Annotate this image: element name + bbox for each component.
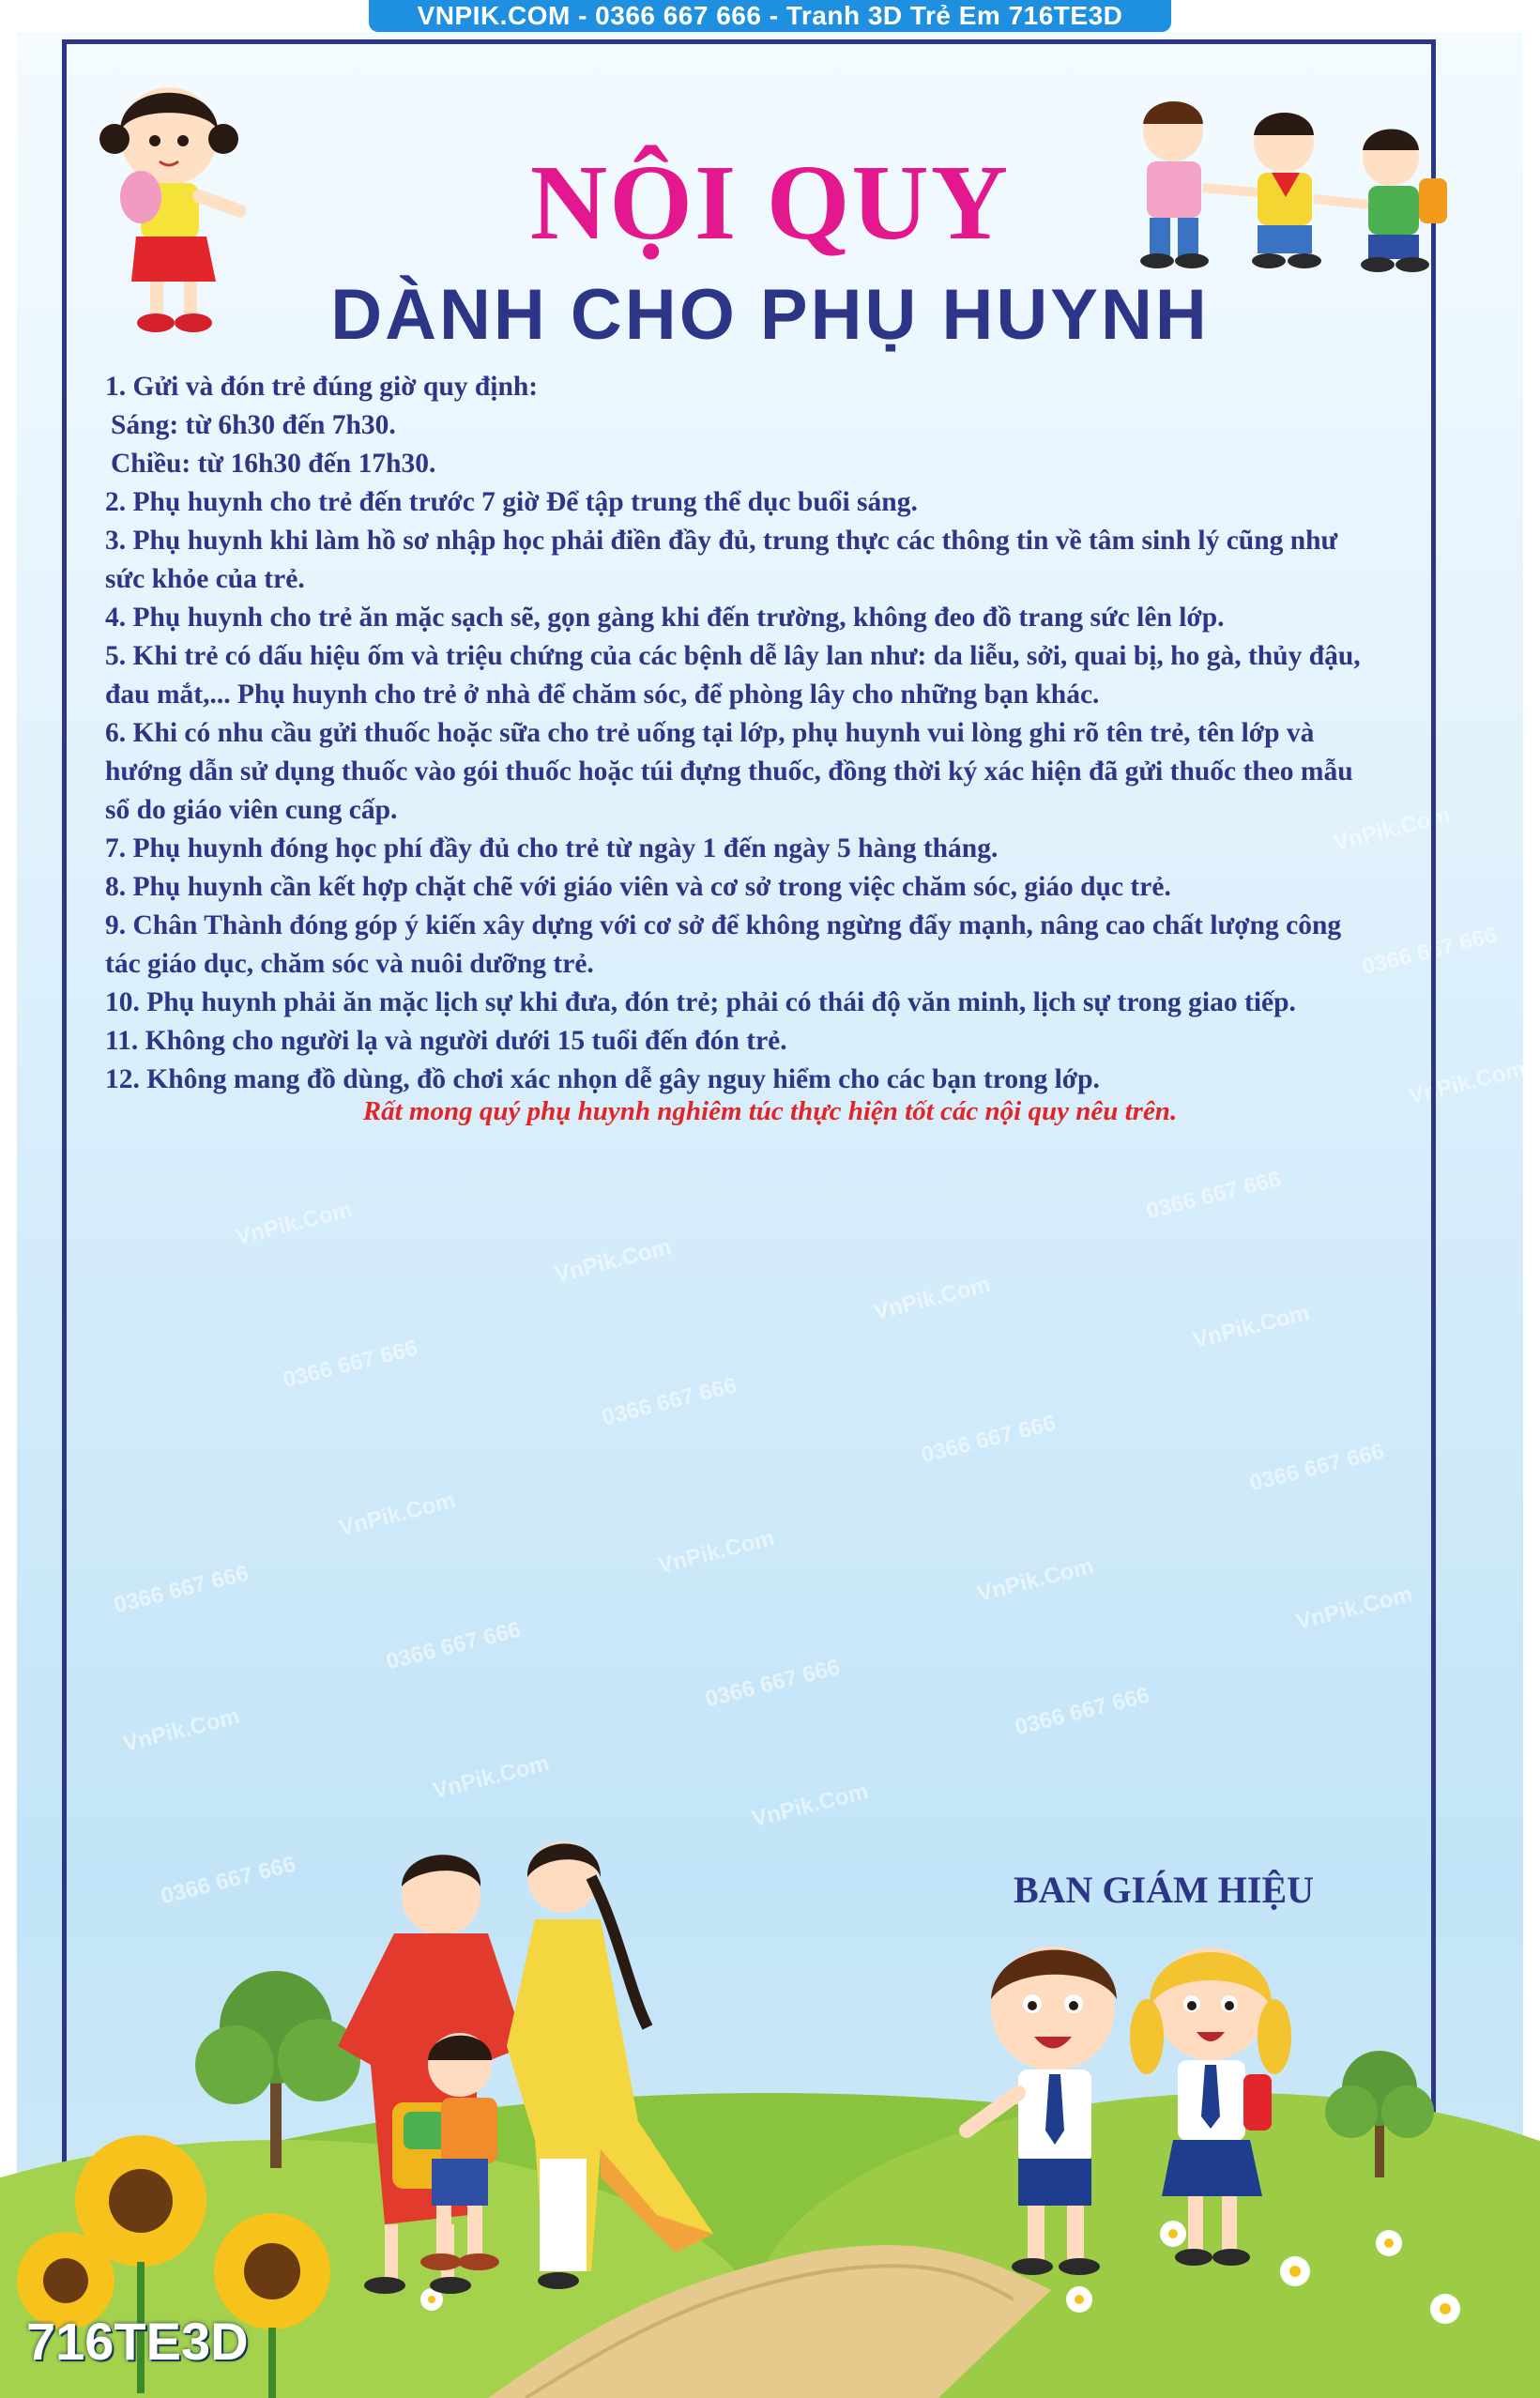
watermark: VnPik.Com (552, 1234, 674, 1288)
closing-note: Rất mong quý phụ huynh nghiêm túc thực hiện tốt các nội quy nêu trên. (362, 1096, 1178, 1126)
watermark: 0366 667 666 (158, 1851, 298, 1910)
rules-list (105, 368, 1438, 1099)
watermark: VnPik.Com (1190, 1300, 1312, 1353)
watermark: 0366 667 666 (918, 1410, 1059, 1469)
rule-line: 2. Phụ huynh cho trẻ đến trước 7 giờ Để tập trung thể dục buổi sáng. (105, 487, 918, 517)
watermark: 0366 667 666 (599, 1372, 740, 1431)
watermark: VnPik.Com (655, 1525, 777, 1579)
rule-line: 3. Phụ huynh khi làm hồ sơ nhập học phải điền đầy đủ, trung thực các thông tin về tâm sinh lý cũng như (105, 526, 1338, 556)
page-title: NỘI QUY (529, 143, 1011, 262)
watermark: VnPik.Com (1293, 1581, 1415, 1635)
watermark: VnPik.Com (336, 1488, 458, 1541)
watermark: 0366 667 666 (1359, 922, 1500, 981)
watermark: VnPik.Com (120, 1703, 242, 1757)
rule-line: sức khỏe của trẻ. (105, 564, 305, 594)
rule-line: sổ do giáo viên cung cấp. (105, 795, 398, 825)
watermark: 0366 667 666 (1143, 1166, 1284, 1225)
watermark: 0366 667 666 (1012, 1682, 1152, 1741)
rule-line: 11. Không cho người lạ và người dưới 15 tuổi đến đón trẻ. (105, 1026, 787, 1056)
watermark: 0366 667 666 (111, 1560, 252, 1619)
watermark: VnPik.Com (974, 1553, 1096, 1607)
watermark: 0366 667 666 (383, 1616, 524, 1675)
rule-line: đau mắt,... Phụ huynh cho trẻ ở nhà để chăm sóc, để phòng lây cho những bạn khác. (105, 680, 1100, 710)
product-code: 716TE3D (26, 2312, 249, 2371)
watermark: 0366 667 666 (280, 1335, 420, 1394)
rule-line: Sáng: từ 6h30 đến 7h30. (111, 410, 396, 440)
top-banner: VNPIK.COM - 0366 667 666 - Tranh 3D Trẻ Em 716TE3D (369, 0, 1171, 32)
rule-line: 9. Chân Thành đóng góp ý kiến xây dựng với cơ sở để không ngừng đẩy mạnh, nâng cao chất lượng công (105, 910, 1342, 940)
rule-line: tác giáo dục, chăm sóc và nuôi dưỡng trẻ. (105, 949, 594, 979)
rule-line: 1. Gửi và đón trẻ đúng giờ quy định: (105, 372, 539, 402)
watermark: VnPik.Com (233, 1197, 355, 1250)
watermark: 0366 667 666 (702, 1654, 843, 1713)
watermark: VnPik.Com (749, 1779, 871, 1832)
rule-line: hướng dẫn sử dụng thuốc vào gói thuốc hoặc túi đựng thuốc, đồng thời ký xác hiện đã gửi thuốc theo mẫu (105, 756, 1353, 787)
rule-line: 12. Không mang đồ dùng, đồ chơi xác nhọn dễ gây nguy hiểm cho các bạn trong lớp. (105, 1064, 1100, 1094)
signature-label: BAN GIÁM HIỆU (1013, 1869, 1315, 1911)
rule-line: Chiều: từ 16h30 đến 17h30. (111, 449, 436, 479)
watermark: VnPik.Com (871, 1272, 993, 1325)
rule-line: 5. Khi trẻ có dấu hiệu ốm và triệu chứng của các bệnh dễ lây lan như: da liễu, sởi, quai bị, ho gà, thủy đậu, (105, 641, 1361, 671)
rule-line: 7. Phụ huynh đóng học phí đầy đủ cho trẻ từ ngày 1 đến ngày 5 hàng tháng. (105, 833, 999, 863)
rule-line: 8. Phụ huynh cần kết hợp chặt chẽ với giáo viên và cơ sở trong việc chăm sóc, giáo dục trẻ. (105, 872, 1171, 902)
watermark: VnPik.Com (1406, 1056, 1528, 1109)
rule-line: 6. Khi có nhu cầu gửi thuốc hoặc sữa cho trẻ uống tại lớp, phụ huynh vui lòng ghi rõ tên trẻ, tên lớp và (105, 718, 1315, 748)
watermark: 0366 667 666 (1246, 1438, 1387, 1497)
watermark: VnPik.Com (430, 1750, 552, 1804)
page-subtitle: DÀNH CHO PHỤ HUYNH (330, 275, 1210, 355)
rule-line: 10. Phụ huynh phải ăn mặc lịch sự khi đưa, đón trẻ; phải có thái độ văn minh, lịch sự trong giao tiếp. (105, 987, 1296, 1017)
rule-line: 4. Phụ huynh cho trẻ ăn mặc sạch sẽ, gọn gàng khi đến trường, không đeo đồ trang sức lên lớp. (105, 603, 1225, 633)
watermark: VnPik.Com (1331, 802, 1453, 856)
